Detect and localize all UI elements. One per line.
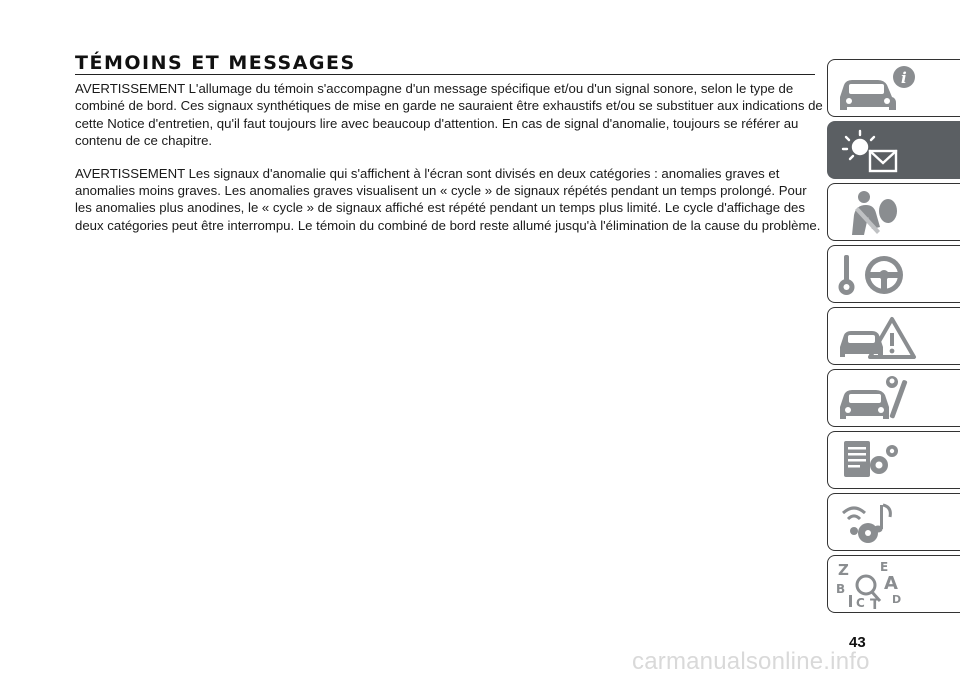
tab-starting-driving[interactable] [827,245,960,303]
index-letter: E [880,560,889,574]
emergency-triangle-icon [834,311,920,363]
title-rule [75,74,815,75]
index-letter: T [870,597,880,611]
index-letter: B [836,582,846,596]
watermark: carmanualsonline.info [632,648,870,675]
tab-emergency[interactable] [827,307,960,365]
tab-index[interactable] [827,555,960,613]
index-letter: Z [838,561,849,579]
key-steering-wheel-icon [834,249,920,301]
warning-paragraph: AVERTISSEMENT Les signaux d'anomalie qui s'affichent à l'écran sont divisés en deux catégories : anomalies graves et anomalies moins graves. Les anomalies graves visualisent un « cycle » de signaux répétés pendant un temps prolongé. Pour les anomalies plus anodines, le « cycle » de signaux affiché est répété pendant un temps plus limité. Le cycle d'affichage des deux catégories peut être interrompu. Le témoin du combiné de bord reste allumé jusqu'à l'élimination de la cause du problème. [75,165,821,233]
technical-data-icon [834,435,920,487]
chapter-sidebar [827,59,960,617]
tab-maintenance[interactable] [827,369,960,427]
tab-technical-data[interactable] [827,431,960,489]
seatbelt-airbag-icon [834,187,920,239]
index-letter: A [884,573,898,594]
multimedia-icon [834,497,920,549]
tab-safety[interactable] [827,183,960,241]
svg-text:i: i [901,69,907,87]
warning-paragraph: AVERTISSEMENT L'allumage du témoin s'accompagne d'un message spécifique et/ou d'un signal sonore, selon le type de combiné de bord. Ces signaux synthétiques de mise en garde ne sauraient être exhaustifs et/ou se substituer aux indications de cette Notice d'entretien, qu'il faut toujours lire avec beaucoup d'attention. En cas de signal d'anomalie, toujours se référer au contenu de ce chapitre. [75,81,823,149]
warning-light-message-icon [834,125,920,177]
tab-multimedia[interactable] [827,493,960,551]
tab-vehicle-info[interactable] [827,59,960,117]
body-text [75,80,827,249]
tab-warning-lights-messages[interactable] [827,121,960,179]
index-letter: D [892,593,902,606]
page-number: 43 [849,634,866,651]
index-alphabet-icon [834,559,920,611]
car-info-icon [834,63,920,115]
index-letter: C [856,596,865,610]
page-title: TÉMOINS ET MESSAGES [75,52,356,74]
car-maintenance-icon [834,373,920,425]
